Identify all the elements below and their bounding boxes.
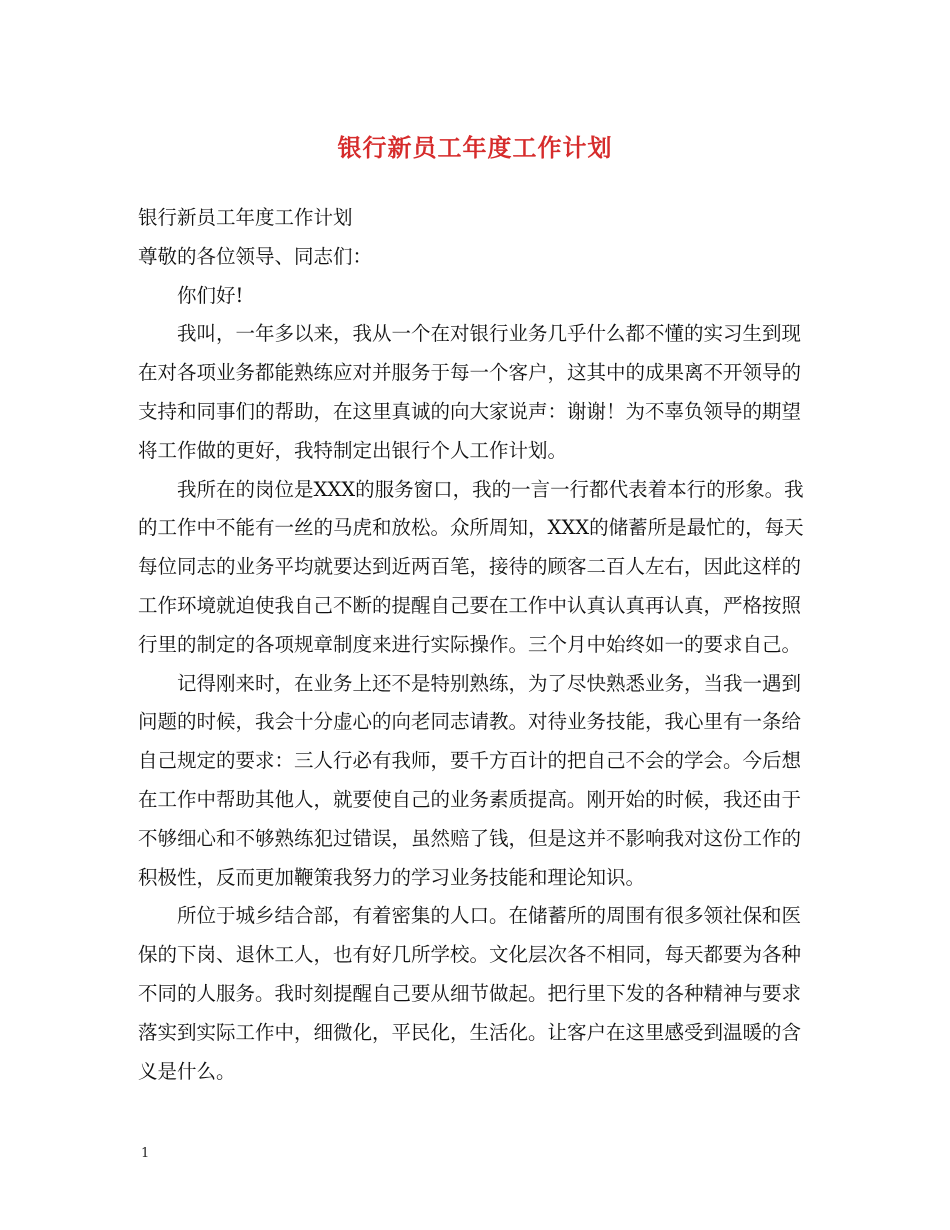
page-number: 1: [141, 1146, 150, 1161]
paragraph-2: 我所在的岗位是XXX的服务窗口，我的一言一行都代表着本行的形象。我的工作中不能有一丝的马虎和放松。众所周知，XXX的储蓄所是最忙的，每天每位同志的业务平均就要达到近两百笔，接待的顾客二百人左右，因此这样的工作环境就迫使我自己不断的提醒自己要在工作中认真认真再认真，严格按照行里的制定的各项规章制度来进行实际操作。三个月中始终如一的要求自己。: [138, 477, 804, 656]
paragraph-1: 我叫，一年多以来，我从一个在对银行业务几乎什么都不懂的实习生到现在对各项业务都能熟练应对并服务于每一个客户，这其中的成果离不开领导的支持和同事们的帮助，在这里真诚的向大家说声：谢谢！为不辜负领导的期望将工作做的更好，我特制定出银行个人工作计划。: [138, 322, 802, 462]
document-title: 银行新员工年度工作计划: [337, 133, 613, 162]
document-subtitle: 银行新员工年度工作计划: [138, 206, 353, 229]
document-body: [138, 199, 818, 1091]
salutation: 尊敬的各位领导、同志们：: [138, 244, 373, 268]
greeting: 你们好!: [177, 283, 244, 307]
paragraph-4: 所位于城乡结合部，有着密集的人口。在储蓄所的周围有很多领社保和医保的下岗、退休工人，也有好几所学校。文化层次各不相同，每天都要为各种不同的人服务。我时刻提醒自己要从细节做起。把行里下发的各种精神与要求落实到实际工作中，细微化，平民化，生活化。让客户在这里感受到温暖的含义是什么。: [138, 904, 802, 1083]
paragraph-3: 记得刚来时，在业务上还不是特别熟练，为了尽快熟悉业务，当我一遇到问题的时候，我会十分虚心的向老同志请教。对待业务技能，我心里有一条给自己规定的要求：三人行必有我师，要千方百计的把自己不会的学会。今后想在工作中帮助其他人，就要使自己的业务素质提高。刚开始的时候，我还由于不够细心和不够熟练犯过错误，虽然赔了钱，但是这并不影响我对这份工作的积极性，反而更加鞭策我努力的学习业务技能和理论知识。: [138, 671, 802, 889]
